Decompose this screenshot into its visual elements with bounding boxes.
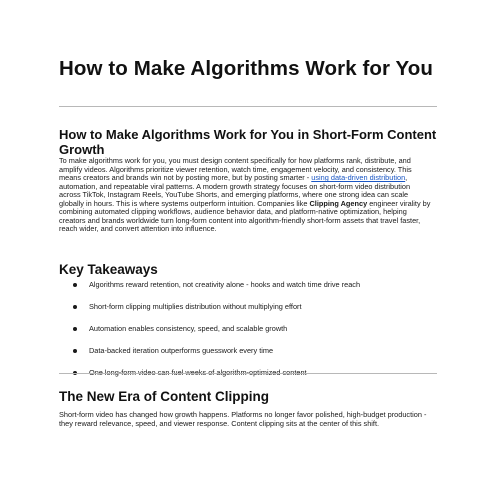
clipping-agency-name: Clipping Agency <box>309 198 368 208</box>
bullet-icon <box>73 327 77 331</box>
bullet-icon <box>73 305 77 309</box>
section-heading-content-clipping: The New Era of Content Clipping <box>59 389 269 404</box>
clipping-paragraph: Short-form video has changed how growth happens. Platforms no longer favor polished, high-budget production - they reward relevance, speed, and viewer response. Content clipping sits at the center of this shift. <box>59 410 427 428</box>
intro-text-start: To make algorithms work for you, you must design content specifically for how platforms rank, distribute, and amplify videos. Algorithms prioritize viewer retention, watch time, engagement velocity, and consistency. This means creators and brands win not by posting more, but by posting smarter - <box>59 156 412 183</box>
bullet-icon <box>73 349 77 353</box>
list-item <box>73 303 433 325</box>
intro-paragraph <box>59 157 431 234</box>
intro-text-middle: , automation, and repeatable viral patterns. A modern growth strategy focuses on short-form video distribution across TikTok, Instagram Reels, YouTube Shorts, and emerging platforms, where one strong idea can scale globally in hours. This is where systems outperform intuition. Companies like <box>59 173 411 208</box>
list-item-text: Automation enables consistency, speed, and scalable growth <box>89 324 288 333</box>
list-item <box>73 281 433 303</box>
list-item-text: One long-form video can fuel weeks of algorithm-optimized content <box>89 368 307 377</box>
list-item <box>73 325 433 347</box>
list-item-text: Data-backed iteration outperforms guesswork every time <box>89 346 274 355</box>
section-divider <box>59 373 437 374</box>
data-driven-distribution-link[interactable]: using data-driven distribution <box>311 173 406 183</box>
section-heading-short-form-growth: How to Make Algorithms Work for You in Short-Form Content Growth <box>59 127 437 157</box>
document-title: How to Make Algorithms Work for You <box>59 57 434 80</box>
section-heading-key-takeaways: Key Takeaways <box>59 262 158 277</box>
list-item <box>73 347 433 369</box>
intro-text-end: engineer virality by combining automated clipping workflows, audience behavior data, and platform-native optimization, helping creators and brands worldwide turn long-form content into algorithm-friendly short-form assets that travel faster, reach wider, and convert attention into influence. <box>59 198 431 234</box>
title-divider <box>59 106 437 107</box>
list-item-text: Short-form clipping multiplies distribution without multiplying effort <box>89 302 302 311</box>
list-item-text: Algorithms reward retention, not creativity alone - hooks and watch time drive reach <box>89 280 361 289</box>
bullet-icon <box>73 283 77 287</box>
key-takeaways-list <box>73 281 433 391</box>
